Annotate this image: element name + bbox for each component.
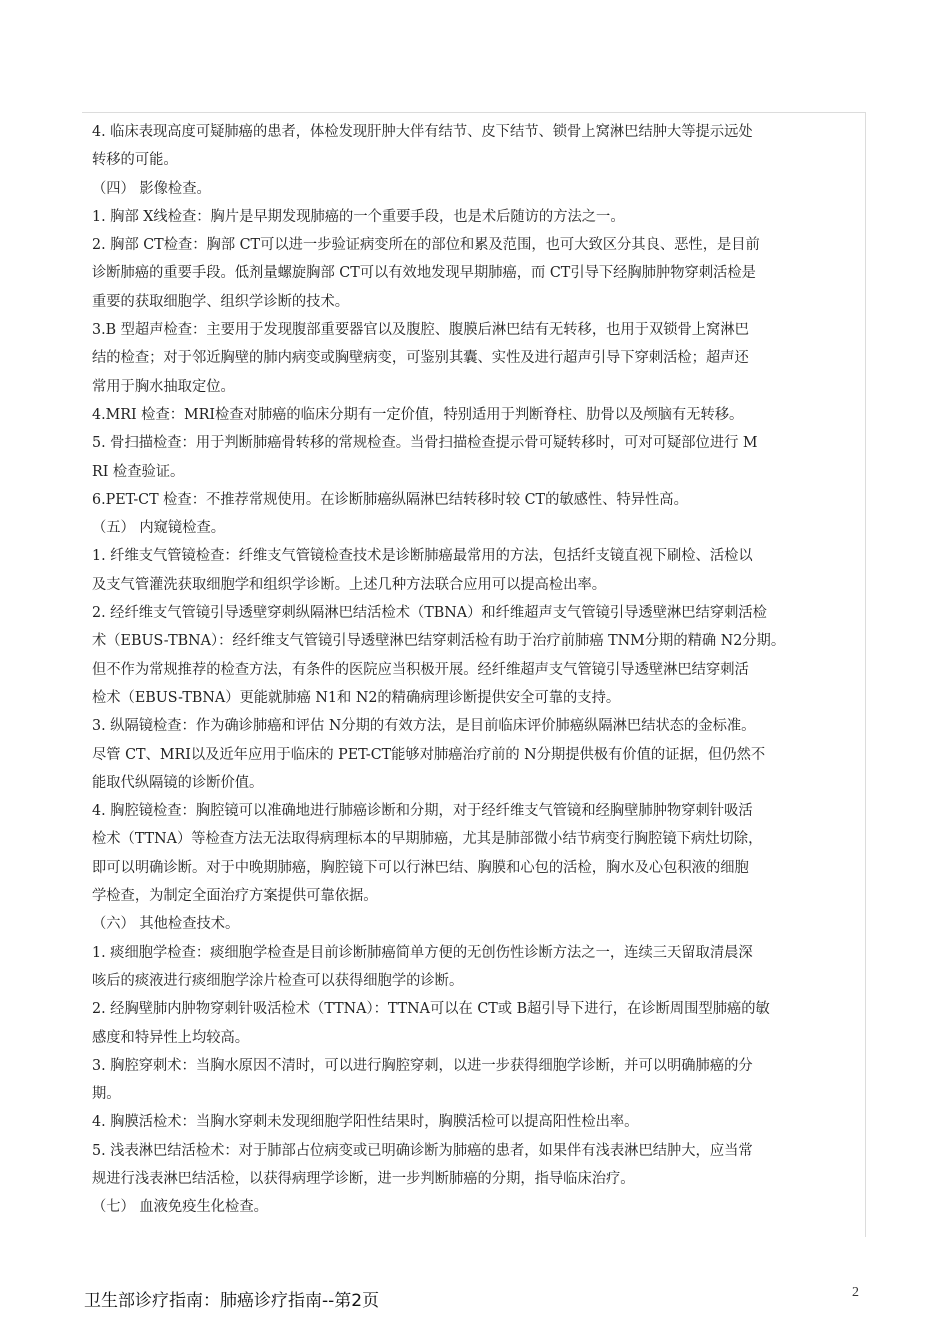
text-line: 期。 bbox=[92, 1086, 121, 1103]
page-frame-top-rule bbox=[82, 112, 866, 113]
text-line: 及支气管灌洗获取细胞学和组织学诊断。上述几种方法联合应用可以提高检出率。 bbox=[92, 576, 607, 593]
text-line: 5. 骨扫描检查：用于判断肺癌骨转移的常规检查。当骨扫描检查提示骨可疑转移时，可对可疑部位进行 M bbox=[92, 435, 758, 452]
text-line: 4. 胸膜活检术：当胸水穿刺未发现细胞学阳性结果时，胸膜活检可以提高阳性检出率。 bbox=[92, 1114, 639, 1131]
text-line: 4. 胸腔镜检查：胸腔镜可以准确地进行肺癌诊断和分期，对于经纤维支气管镜和经胸壁肺肿物穿刺针吸活 bbox=[92, 803, 753, 820]
text-line: 检术（EBUS-TBNA）更能就肺癌 N1和 N2的精确病理诊断提供安全可靠的支持。 bbox=[92, 689, 621, 706]
text-line: （五） 内窥镜检查。 bbox=[92, 520, 226, 537]
text-line: 5. 浅表淋巴结活检术：对于肺部占位病变或已明确诊断为肺癌的患者，如果伴有浅表淋巴结肿大，应当常 bbox=[92, 1142, 753, 1159]
text-line: 但不作为常规推荐的检查方法，有条件的医院应当积极开展。经纤维超声支气管镜引导透壁淋巴结穿刺活 bbox=[92, 661, 749, 678]
text-line: 能取代纵隔镜的诊断价值。 bbox=[92, 774, 264, 791]
text-line: 咳后的痰液进行痰细胞学涂片检查可以获得细胞学的诊断。 bbox=[92, 972, 464, 989]
text-line: （七） 血液免疫生化检查。 bbox=[92, 1199, 268, 1216]
text-line: 学检查，为制定全面治疗方案提供可靠依据。 bbox=[92, 888, 378, 905]
text-line: 尽管 CT、MRI以及近年应用于临床的 PET-CT能够对肺癌治疗前的 N分期提供极有价值的证据，但仍然不 bbox=[92, 746, 766, 763]
footer-title: 卫生部诊疗指南：肺癌诊疗指南--第2页 bbox=[84, 1291, 380, 1311]
text-line: 2. 经纤维支气管镜引导透壁穿刺纵隔淋巴结活检术（TBNA）和纤维超声支气管镜引导透壁淋巴结穿刺活检 bbox=[92, 605, 767, 622]
text-line: 1. 纤维支气管镜检查：纤维支气管镜检查技术是诊断肺癌最常用的方法，包括纤支镜直视下刷检、活检以 bbox=[92, 548, 753, 565]
text-line: 4.MRI 检查：MRI检查对肺癌的临床分期有一定价值，特别适用于判断脊柱、肋骨以及颅脑有无转移。 bbox=[92, 406, 744, 423]
text-line: RI 检查验证。 bbox=[92, 463, 185, 480]
text-line: 重要的获取细胞学、组织学诊断的技术。 bbox=[92, 293, 350, 310]
text-line: 2. 胸部 CT检查：胸部 CT可以进一步验证病变所在的部位和累及范围，也可大致区分其良、恶性，是目前 bbox=[92, 237, 760, 254]
text-line: 3. 纵隔镜检查：作为确诊肺癌和评估 N分期的有效方法，是目前临床评价肺癌纵隔淋巴结状态的金标准。 bbox=[92, 718, 756, 735]
text-line: 转移的可能。 bbox=[92, 152, 178, 169]
text-line: 6.PET-CT 检查：不推荐常规使用。在诊断肺癌纵隔淋巴结转移时较 CT的敏感性、特异性高。 bbox=[92, 491, 688, 508]
text-line: 1. 胸部 X线检查：胸片是早期发现肺癌的一个重要手段，也是术后随访的方法之一。 bbox=[92, 208, 625, 225]
text-line: 检术（TTNA）等检查方法无法取得病理标本的早期肺癌，尤其是肺部微小结节病变行胸腔镜下病灶切除， bbox=[92, 831, 763, 848]
text-line: 2. 经胸壁肺内肿物穿刺针吸活检术（TTNA）：TTNA可以在 CT或 B超引导下进行，在诊断周围型肺癌的敏 bbox=[92, 1001, 770, 1018]
text-line: （六） 其他检查技术。 bbox=[92, 916, 240, 933]
text-line: 感度和特异性上均较高。 bbox=[92, 1029, 250, 1046]
text-line: 即可以明确诊断。对于中晚期肺癌，胸腔镜下可以行淋巴结、胸膜和心包的活检，胸水及心包积液的细胞 bbox=[92, 859, 749, 876]
page-number: 2 bbox=[852, 1285, 859, 1300]
body-text bbox=[92, 118, 876, 1222]
text-line: 4. 临床表现高度可疑肺癌的患者，体检发现肝肿大伴有结节、皮下结节、锁骨上窝淋巴结肿大等提示远处 bbox=[92, 124, 753, 140]
text-line: 常用于胸水抽取定位。 bbox=[92, 378, 235, 395]
text-line: 3.B 型超声检查：主要用于发现腹部重要器官以及腹腔、腹膜后淋巴结有无转移，也用于双锁骨上窝淋巴 bbox=[92, 322, 749, 339]
text-line: 规进行浅表淋巴结活检，以获得病理学诊断，进一步判断肺癌的分期，指导临床治疗。 bbox=[92, 1170, 635, 1187]
text-line: 3. 胸腔穿刺术：当胸水原因不清时，可以进行胸腔穿刺，以进一步获得细胞学诊断，并可以明确肺癌的分 bbox=[92, 1057, 753, 1074]
text-line: 结的检查；对于邻近胸壁的肺内病变或胸壁病变，可鉴别其囊、实性及进行超声引导下穿刺活检；超声还 bbox=[92, 350, 749, 367]
text-line: 诊断肺癌的重要手段。低剂量螺旋胸部 CT可以有效地发现早期肺癌，而 CT引导下经胸肺肿物穿刺活检是 bbox=[92, 265, 756, 282]
text-line: 术（EBUS-TBNA）：经纤维支气管镜引导透壁淋巴结穿刺活检有助于治疗前肺癌 TNM分期的精确 N2分期。 bbox=[92, 633, 786, 650]
text-line: 1. 痰细胞学检查：痰细胞学检查是目前诊断肺癌简单方便的无创伤性诊断方法之一，连续三天留取清晨深 bbox=[92, 944, 753, 961]
text-line: （四） 影像检查。 bbox=[92, 180, 211, 197]
